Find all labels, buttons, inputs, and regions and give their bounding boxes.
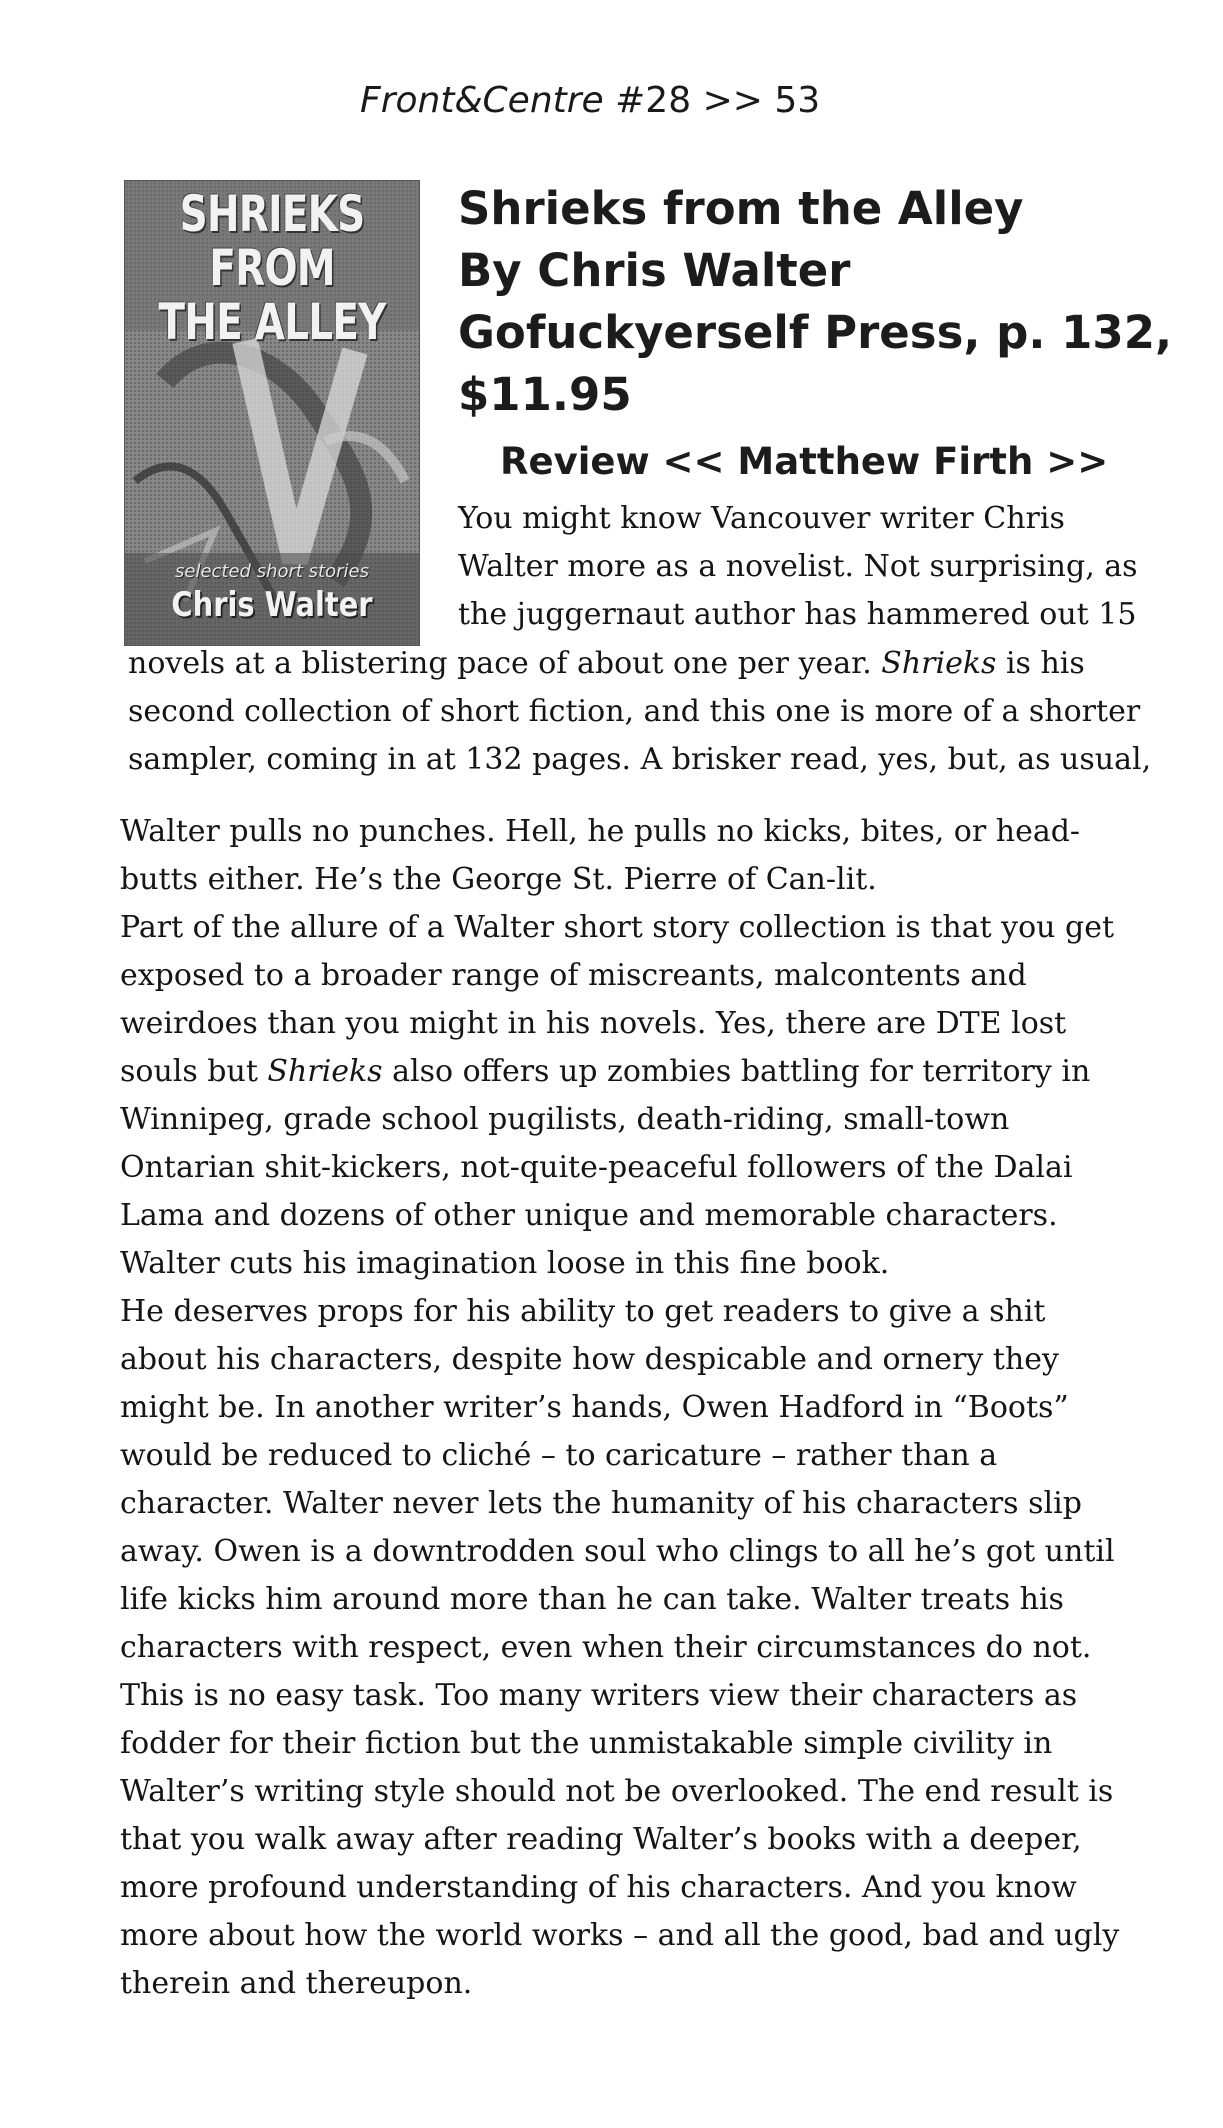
- body-line: [120, 1384, 1190, 1432]
- book-title: Shrieks from the Alley: [458, 182, 1024, 235]
- body-text-run: might be. In another writer’s hands, Owen Hadford in “Boots”: [120, 1390, 1069, 1425]
- body-text-run: Walter cuts his imagination loose in this fine book.: [120, 1246, 890, 1281]
- body-text-run: away. Owen is a downtrodden soul who clings to all he’s got until: [120, 1534, 1115, 1569]
- body-line: [120, 1720, 1190, 1768]
- book-title-italic: Shrieks: [267, 1054, 383, 1089]
- body-line: [120, 1288, 1190, 1336]
- cover-author: Chris Walter: [171, 585, 373, 625]
- cover-subtitle: selected short stories: [175, 561, 369, 582]
- body-line: [128, 688, 1188, 736]
- body-line: [120, 1624, 1190, 1672]
- body-line: [120, 1480, 1190, 1528]
- body-line: [120, 1336, 1190, 1384]
- issue-page-number: #28 >> 53: [603, 80, 821, 121]
- body-text-run: that you walk away after reading Walter’s books with a deeper,: [120, 1822, 1082, 1857]
- review-title-block: [458, 178, 1178, 426]
- body-line: [120, 904, 1190, 952]
- body-text-run: Part of the allure of a Walter short story collection is that you get: [120, 910, 1115, 945]
- body-line: [120, 1048, 1190, 1096]
- body-text-run: life kicks him around more than he can take. Walter treats his: [120, 1582, 1064, 1617]
- body-text-run: butts either. He’s the George St. Pierre of Can-lit.: [120, 862, 877, 897]
- body-text-run: characters with respect, even when their circumstances do not.: [120, 1630, 1092, 1665]
- review-body-continued: [128, 640, 1188, 784]
- body-text-run: character. Walter never lets the humanity of his characters slip: [120, 1486, 1082, 1521]
- book-author: By Chris Walter: [458, 244, 851, 297]
- page-header: [360, 80, 820, 121]
- body-text-run: Ontarian shit-kickers, not-quite-peaceful followers of the Dalai: [120, 1150, 1073, 1185]
- body-line: [120, 1240, 1190, 1288]
- body-text-run: therein and thereupon.: [120, 1966, 473, 2001]
- body-text-run: about his characters, despite how despicable and ornery they: [120, 1342, 1059, 1377]
- body-line: [120, 1816, 1190, 1864]
- body-line: Walter more as a novelist. Not surprising, as: [458, 549, 1138, 584]
- body-line: [120, 1192, 1190, 1240]
- cover-title: SHRIEKS FROM THE ALLEY: [158, 185, 386, 351]
- body-line: [120, 856, 1190, 904]
- book-price: $11.95: [458, 368, 632, 421]
- book-title-italic: Shrieks: [881, 646, 997, 681]
- body-line: [120, 1000, 1190, 1048]
- publisher-info: Gofuckyerself Press, p. 132,: [458, 306, 1173, 359]
- body-line: [128, 736, 1188, 784]
- body-text-run: Walter’s writing style should not be overlooked. The end result is: [120, 1774, 1114, 1809]
- body-line: [120, 952, 1190, 1000]
- body-text-run: is his: [996, 646, 1085, 681]
- body-text-run: more about how the world works – and all the good, bad and ugly: [120, 1918, 1120, 1953]
- body-text-run: exposed to a broader range of miscreants, malcontents and: [120, 958, 1027, 993]
- body-line: [120, 808, 1190, 856]
- body-text-run: He deserves props for his ability to get readers to give a shit: [120, 1294, 1046, 1329]
- body-line: [120, 1432, 1190, 1480]
- body-text-run: Walter pulls no punches. Hell, he pulls no kicks, bites, or head-: [120, 814, 1081, 849]
- body-line: [120, 1864, 1190, 1912]
- review-byline: Review << Matthew Firth >>: [500, 440, 1109, 483]
- body-text-run: souls but: [120, 1054, 268, 1089]
- magazine-name: Front&Centre: [360, 80, 604, 121]
- body-text-run: This is no easy task. Too many writers view their characters as: [120, 1678, 1078, 1713]
- body-text-run: Winnipeg, grade school pugilists, death-riding, small-town: [120, 1102, 1010, 1137]
- body-text-run: would be reduced to cliché – to caricature – rather than a: [120, 1438, 998, 1473]
- wrapped-paragraph: [458, 495, 1178, 639]
- body-text-run: more profound understanding of his characters. And you know: [120, 1870, 1077, 1905]
- body-line: [120, 1768, 1190, 1816]
- body-line: [128, 640, 1188, 688]
- body-line: [120, 1912, 1190, 1960]
- body-line: You might know Vancouver writer Chris: [458, 501, 1065, 536]
- review-body-main: [120, 808, 1190, 2008]
- body-line: [120, 1960, 1190, 2008]
- body-line: [120, 1144, 1190, 1192]
- body-text-run: also offers up zombies battling for territory in: [382, 1054, 1091, 1089]
- body-line: [120, 1672, 1190, 1720]
- body-line: [120, 1576, 1190, 1624]
- body-text-run: sampler, coming in at 132 pages. A brisker read, yes, but, as usual,: [128, 742, 1152, 777]
- body-text-run: Lama and dozens of other unique and memorable characters.: [120, 1198, 1058, 1233]
- body-line: [120, 1096, 1190, 1144]
- body-line: the juggernaut author has hammered out 15: [458, 597, 1137, 632]
- book-cover-image: [124, 180, 420, 646]
- body-text-run: novels at a blistering pace of about one per year.: [128, 646, 882, 681]
- body-text-run: fodder for their fiction but the unmistakable simple civility in: [120, 1726, 1053, 1761]
- body-line: [120, 1528, 1190, 1576]
- body-text-run: second collection of short fiction, and this one is more of a shorter: [128, 694, 1141, 729]
- body-text-run: weirdoes than you might in his novels. Yes, there are DTE lost: [120, 1006, 1067, 1041]
